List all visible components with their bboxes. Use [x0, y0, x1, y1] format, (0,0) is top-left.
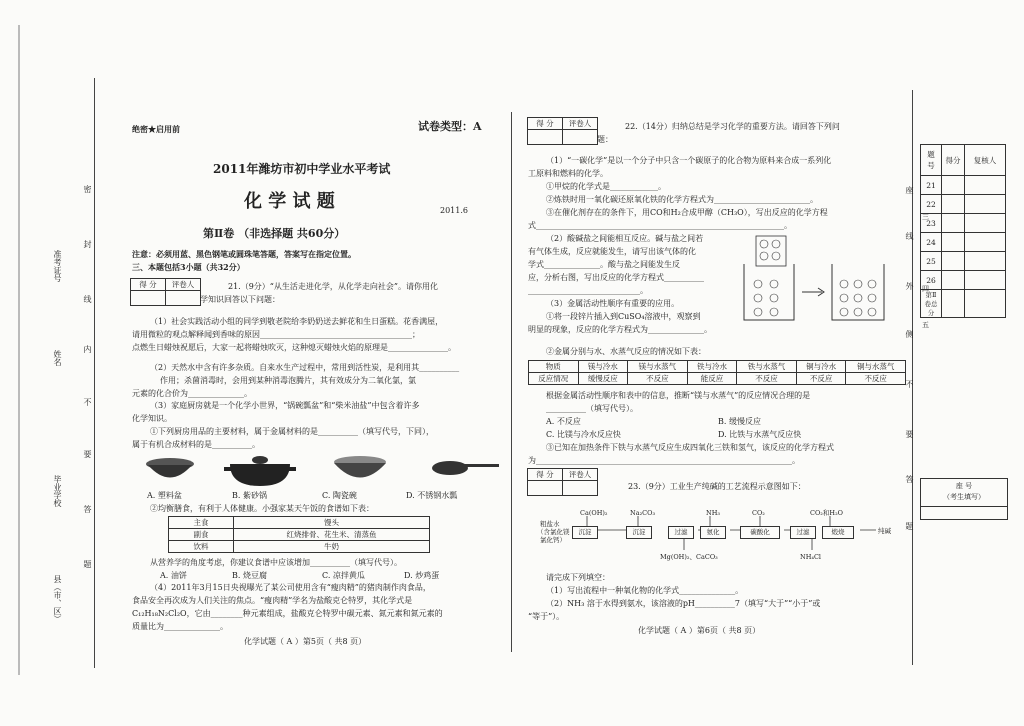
- q22-line: 学式______________。酸与盐之间能发生反: [528, 260, 680, 269]
- score-group: 四: [922, 285, 929, 293]
- q23-line: “等于”）。: [528, 612, 565, 621]
- q22-line: 工原料和燃料的化学。: [528, 169, 608, 178]
- q21-line: 点燃生日蜡烛祝愿后，大家一起将蜡烛吹灭，这种熄灭蜡烛火焰的原理是_______________。: [132, 343, 456, 352]
- paper-type: 试卷类型：A: [418, 120, 482, 133]
- flow-step: 沉淀: [572, 526, 598, 539]
- grader-header: 评卷人: [563, 118, 598, 130]
- metal-cell: 不反应: [796, 373, 846, 385]
- seal-char: 题: [83, 560, 92, 568]
- q22-line: 有气体生成，反应就能发生，请写出该气体的化: [528, 247, 696, 256]
- flow-raw: 粗盐水: [540, 520, 560, 528]
- score-group: 三: [922, 213, 929, 221]
- score-header: 得 分: [528, 469, 563, 481]
- q22-line: ②炼铁时用一氧化碳还原氧化铁的化学方程式为________________________。: [546, 195, 818, 204]
- q22-line: ①将一段锌片插入到CuSO₄溶液中，观察到: [546, 312, 701, 321]
- score-table-header: 题号: [921, 145, 942, 176]
- food-d: D. 炒鸡蛋: [404, 571, 440, 580]
- seal-char: 侧: [905, 330, 914, 338]
- reviewer-cell[interactable]: [965, 252, 1006, 271]
- item-c: C. 陶瓷碗: [322, 491, 357, 500]
- item-a: A. 塑料盆: [147, 491, 182, 500]
- metal-cell: 铜与水蒸气: [846, 361, 906, 373]
- q22-line: 为________________________________________________________________。: [528, 456, 800, 465]
- menu-table: [168, 516, 430, 553]
- margin-name: 姓名: [53, 350, 62, 366]
- beaker-icon: [744, 264, 794, 320]
- q22-line: 式______________________________________________________________。: [528, 221, 792, 230]
- score-table-header: 得分: [942, 145, 965, 176]
- score-cell[interactable]: [942, 233, 965, 252]
- q22-line: ③在催化剂存在的条件下，用CO和H₂合成甲醇（CH₃O），写出反应的化学方程: [546, 208, 828, 217]
- seal-char: 封: [83, 240, 92, 248]
- score-box-21: [130, 278, 201, 306]
- score-cell[interactable]: [942, 252, 965, 271]
- score-cell[interactable]: [528, 481, 563, 496]
- score-cell[interactable]: [942, 195, 965, 214]
- food-c: C. 凉拌黄瓜: [322, 571, 365, 580]
- flow-input: Ca(OH)₂: [580, 509, 608, 517]
- food-a: A. 油饼: [160, 571, 187, 580]
- q21-line: 从营养学的角度考虑，你建议食谱中应该增加__________（填写代号）。: [150, 558, 402, 567]
- metal-cell: 镁与水蒸气: [628, 361, 688, 373]
- seal-char: 不: [905, 380, 914, 388]
- flow-step: 煅烧: [822, 526, 854, 539]
- flow-product: 纯碱: [878, 527, 891, 535]
- q22-line: ③已知在加热条件下铁与水蒸气反应生成四氧化三铁和氢气，该反应的化学方程式: [546, 443, 834, 452]
- q21-line: （4）2011年3月15日央视曝光了某公司使用含有“瘦肉精”的猪肉制作肉食品，: [150, 583, 431, 592]
- q22-line: （2）酸碱盐之间能相互反应。碱与盐之间若: [546, 234, 704, 243]
- q21-line: （2）天然水中含有许多杂质。自来水生产过程中，常用到活性炭，是利用其__________: [150, 363, 460, 372]
- item-b: B. 紫砂锅: [232, 491, 267, 500]
- seal-char: 要: [905, 430, 914, 438]
- seal-char: 要: [83, 450, 92, 458]
- q22-line: ____________________________。: [528, 286, 648, 295]
- q22-line: 明显的现象，反应的化学方程式为______________。: [528, 325, 712, 334]
- q22-line: __________（填写代号）。: [546, 404, 638, 413]
- center-divider: [511, 112, 512, 652]
- q21-line: 属于有机合成材料的是__________。: [132, 440, 260, 449]
- flow-step: 氨化: [700, 526, 726, 539]
- clay-pot-icon: [230, 464, 290, 486]
- q21-line: （3）家庭厨房就是一个化学小世界，“锅碗瓢盆”和“柴米油盐”中包含着许多: [150, 401, 420, 410]
- seat-input-line[interactable]: [921, 506, 1007, 507]
- seal-char: 答: [905, 475, 914, 483]
- menu-cell: 牛奶: [234, 541, 430, 553]
- q21-line: ②均衡膳食，有利于人体健康。小强家某天午饭的食谱如下表：: [150, 504, 374, 513]
- menu-cell: 副食: [169, 529, 234, 541]
- flow-raw: 氯化钙）: [540, 536, 566, 544]
- right-margin-line: [912, 90, 913, 665]
- grader-cell[interactable]: [563, 481, 598, 496]
- notice: 注意：必须用蓝、黑色钢笔或圆珠笔答题，答案写在指定位置。: [132, 249, 356, 259]
- score-cell[interactable]: [528, 130, 563, 145]
- metal-cell: 铜与冷水: [796, 361, 846, 373]
- section-title: 三、本题包括3小题（共32分）: [132, 262, 245, 272]
- q21-line: 请用微粒的观点解释闻到香味的原因______________________________________；: [132, 330, 420, 339]
- seal-char: 密: [83, 185, 92, 193]
- q21-line: 质量比为______________。: [132, 622, 228, 631]
- metal-cell: 镁与冷水: [578, 361, 628, 373]
- q21-line: ①下列厨房用品的主要材料，属于金属材料的是__________（填写代号，下同），: [150, 427, 434, 436]
- score-cell[interactable]: [942, 176, 965, 195]
- margin-exam-id: 准考证号: [53, 250, 62, 282]
- score-row-label: 22: [921, 195, 942, 214]
- margin-county: 县（市、区）: [53, 575, 62, 623]
- metal-table: [528, 360, 906, 385]
- kitchen-items-illustration: [140, 450, 500, 490]
- flow-input: Na₂CO₃: [630, 509, 656, 517]
- seal-char: 内: [83, 345, 92, 353]
- seat-number-box[interactable]: [920, 478, 1008, 520]
- score-box-22: [527, 117, 598, 145]
- q22-line: ①甲烷的化学式是____________。: [546, 182, 666, 191]
- grader-header: 评卷人: [166, 279, 201, 291]
- flow-step: 过滤: [668, 526, 694, 539]
- grader-header: 评卷人: [563, 469, 598, 481]
- q21-line: 元素的化合价为______________。: [132, 389, 252, 398]
- q23-line: （1）写出流程中一种氧化物的化学式______________。: [546, 586, 744, 595]
- q22-line: ②金属分别与水、水蒸气反应的情况如下表：: [546, 347, 706, 356]
- margin-school: 毕业学校: [53, 475, 62, 507]
- flow-step: 过滤: [790, 526, 816, 539]
- metal-cell: 不反应: [628, 373, 688, 385]
- score-cell[interactable]: [942, 271, 965, 290]
- seal-char: 题: [905, 522, 914, 530]
- left-binding-line: [18, 25, 20, 675]
- metal-cell: 物质: [529, 361, 579, 373]
- flow-input: CO₂: [752, 509, 765, 517]
- part-title: 第Ⅱ卷 （非选择题 共60分）: [203, 227, 346, 240]
- metal-cell: 缓慢反应: [578, 373, 628, 385]
- flow-step: 沉淀: [626, 526, 652, 539]
- grader-cell[interactable]: [166, 291, 201, 306]
- score-header: 得 分: [131, 279, 166, 291]
- flow-product: Mg(OH)₂、CaCO₃: [660, 553, 718, 561]
- choice-a: A. 不反应: [546, 417, 581, 426]
- score-box-23: [527, 468, 598, 496]
- q21-line: C₁₂H₁₈N₂Cl₂O，它由________种元素组成，盐酸克仑特罗中碳元素、氮元素和氮元素的: [132, 609, 443, 618]
- metal-cell: 能反应: [687, 373, 737, 385]
- right-footer: 化学试题（ A ）第6页（ 共8 页）: [638, 626, 761, 635]
- score-cell[interactable]: [942, 290, 965, 318]
- q22-line: （1）“一碳化学”是以一个分子中只含一个碳原子的化合物为原料来合成一系列化: [546, 156, 832, 165]
- seal-char: 答: [83, 505, 92, 513]
- score-group: 五: [922, 321, 929, 329]
- q22-intro: 22.（14分）归纳总结是学习化学的重要方法。请回答下列问: [625, 122, 840, 131]
- seal-char: 外: [905, 282, 914, 290]
- q23-line: （2）NH₃ 溶于水得到氨水，该溶液的pH__________7（填写“大于”“小于”或: [546, 599, 821, 608]
- steel-ladle-icon: [432, 461, 468, 475]
- q23-line: 请完成下列填空：: [546, 573, 610, 582]
- left-margin-line: [94, 78, 95, 668]
- q22-line: （3）金属活动性顺序有重要的应用。: [546, 299, 680, 308]
- reviewer-cell[interactable]: [965, 290, 1006, 318]
- flow-input: NH₃: [706, 509, 720, 517]
- q21-line: 食品安全再次成为人们关注的焦点。“瘦肉精”学名为盐酸克仑特罗，其化学式是: [132, 596, 413, 605]
- reaction-diagram: [738, 234, 888, 326]
- metal-cell: 不反应: [846, 373, 906, 385]
- score-cell[interactable]: [942, 214, 965, 233]
- q21-intro2: 学知识回答以下问题：: [200, 295, 280, 304]
- left-footer: 化学试题（ A ）第5页（ 共8 页）: [244, 637, 367, 646]
- seal-char: 座: [905, 186, 914, 194]
- reviewer-cell[interactable]: [965, 271, 1006, 290]
- score-table-header: 复核人: [965, 145, 1006, 176]
- seal-char: 线: [83, 295, 92, 303]
- score-header: 得 分: [528, 118, 563, 130]
- q22-line: 应，分析右图，写出反应的化学方程式__________: [528, 273, 704, 282]
- q21-line: 化学知识。: [132, 414, 172, 423]
- score-row-label: 21: [921, 176, 942, 195]
- score-row-label: 25: [921, 252, 942, 271]
- menu-cell: 主食: [169, 517, 234, 529]
- q23-intro: 23.（9分）工业生产纯碱的工艺流程示意图如下：: [628, 482, 806, 491]
- flow-step: 碳酸化: [740, 526, 780, 539]
- reviewer-cell[interactable]: [965, 195, 1006, 214]
- seat-title: 座 号: [955, 482, 973, 490]
- score-row-label: 第Ⅱ卷总分: [921, 290, 942, 318]
- flow-input: CO₂和H₂O: [810, 509, 844, 517]
- exam-date: 2011.6: [440, 206, 468, 215]
- q21-line: 作用；杀菌消毒时，会用到某种消毒泡腾片，其有效成分为二氧化氯，氯: [160, 376, 416, 385]
- metal-cell: 不反应: [737, 373, 797, 385]
- choice-d: D. 比铁与水蒸气反应快: [718, 430, 802, 439]
- menu-cell: 红烧排骨、花生米、清蒸鱼: [234, 529, 430, 541]
- q22-intro2: 题：: [597, 135, 613, 144]
- exam-title: 2011年潍坊市初中学业水平考试: [213, 162, 391, 176]
- seal-char: 线: [905, 232, 914, 240]
- seal-char: 不: [83, 398, 92, 406]
- metal-cell: 铁与水蒸气: [737, 361, 797, 373]
- choice-c: C. 比镁与冷水反应快: [546, 430, 621, 439]
- reviewer-cell[interactable]: [965, 233, 1006, 252]
- score-row-label: 26: [921, 271, 942, 290]
- score-cell[interactable]: [131, 291, 166, 306]
- secret-label: 绝密★启用前: [132, 124, 180, 134]
- score-row-label: 24: [921, 233, 942, 252]
- flow-product: NH₄Cl: [800, 553, 822, 561]
- metal-cell: 反应情况: [529, 373, 579, 385]
- score-row-label: 23: [921, 214, 942, 233]
- flow-raw: （含氯化镁: [537, 528, 570, 536]
- grader-cell[interactable]: [563, 130, 598, 145]
- q21-intro: 21.（9分）“从生活走进化学，从化学走向社会”。请你用化: [228, 282, 438, 291]
- reviewer-cell[interactable]: [965, 214, 1006, 233]
- q21-line: （1）社会实践活动小组的同学到敬老院给李奶奶送去鲜花和生日蛋糕。花香满屋，: [150, 317, 444, 326]
- choice-b: B. 缓慢反应: [718, 417, 761, 426]
- menu-cell: 饮料: [169, 541, 234, 553]
- score-table: [920, 144, 1006, 318]
- metal-cell: 铁与冷水: [687, 361, 737, 373]
- food-b: B. 烧豆腐: [232, 571, 267, 580]
- item-d: D. 不锈钢水瓢: [406, 491, 458, 500]
- q22-line: 根据金属活动性顺序和表中的信息，推断“镁与水蒸气”的反应情况合理的是: [546, 391, 811, 400]
- menu-cell: 馒头: [234, 517, 430, 529]
- subject-title: 化 学 试 题: [244, 191, 335, 212]
- seat-sub: （考生填写）: [943, 493, 985, 501]
- arrow-icon: [802, 288, 824, 296]
- reviewer-cell[interactable]: [965, 176, 1006, 195]
